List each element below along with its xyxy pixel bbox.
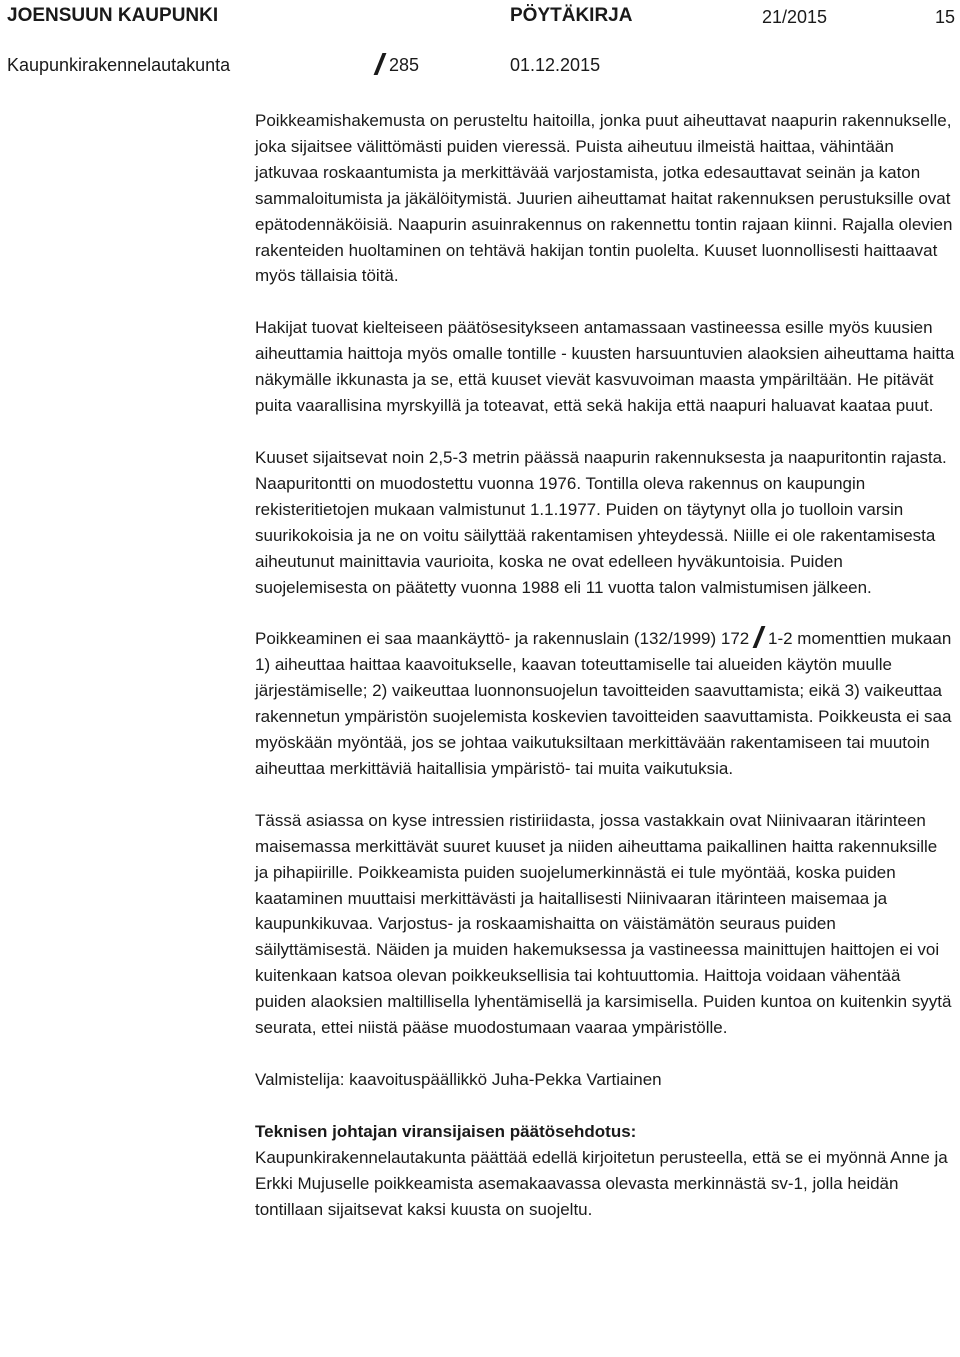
proposal-heading-text: Teknisen johtajan viransijaisen päätösehdotus: [255, 1121, 637, 1141]
paragraph-applicant-response: Hakijat tuovat kielteiseen päätösesitykseen antamassaan vastineessa esille myös kuusien aiheuttamia haittoja myös omalle tontille - kuusten harsuuntuvien alaoksien aiheuttama haitta näkymälle ikkunasta ja se, että kuuset vievät kasvuvoiman maasta ympäriltään. He pitävät puita vaarallisina myrskyillä ja toteavat, että sekä hakija että naapuri haluavat kaataa puut. [255, 318, 955, 416]
document-header [0, 0, 960, 80]
document-number: 21/2015 [762, 7, 828, 27]
board-name: Kaupunkirakennelautakunta [7, 55, 231, 75]
page-number: 15 [935, 7, 956, 27]
preparer-line: Valmistelija: kaavoituspäällikkö Juha-Pekka Vartiainen [255, 1070, 662, 1089]
paragraph-legal-basis [255, 626, 955, 781]
meeting-date: 01.12.2015 [510, 55, 601, 75]
paragraph-tree-location: Kuuset sijaitsevat noin 2,5-3 metrin päässä naapurin rakennuksesta ja naapuritontin rajasta. Naapuritontti on muodostettu vuonna 1976. Tontilla oleva rakennus on kaupungin rekisteritietojen mukaan valmistunut 1.1.1977. Puiden on täytynyt olla jo tuolloin varsin suurikokoisia ja ne on voitu säilyttää rakentamisen yhteydessä. Niille ei ole rakentamisesta aiheutunut mainittavia vaurioita, koska ne ovat edelleen hyväkuntoisia. Puiden suojelemisesta on päätetty vuonna 1988 eli 11 vuotta talon valmistumisen jälkeen. [255, 447, 947, 597]
section-number-value: 285 [389, 55, 420, 75]
section-sign-icon [754, 626, 764, 648]
section-sign-icon [375, 53, 385, 75]
legal-basis-text-start: Poikkeaminen ei saa maankäyttö- ja rakennuslain (132/1999) 172 [255, 629, 750, 649]
paragraph-assessment: Tässä asiassa on kyse intressien ristiriidasta, jossa vastakkain ovat Niinivaaran itärinteen maisemassa merkittävät suuret kuuset ja niiden aiheuttama paikallinen haitta rakennuksille ja pihapiirille. Poikkeamista puiden suojelumerkinnästä ei tule myöntää, koska puiden kaataminen muuttaisi merkittävästi ja haitallisesti Niinivaaran itärinteen maisemaa ja kaupunkikuvaa. Varjostus- ja roskaamishaitta on väistämätön seuraus puiden säilyttämisestä. Näiden ja muiden hakemuksessa ja vastineessa mainittujen haittojen ei voi kuitenkaan katsoa olevan poikkeuksellisia tai kohtuuttomia. Haittoja voidaan vähentää puiden alaoksien maltillisella lyhentämisellä ja karsimisella. Puiden kuntoa on kuitenkin syytä seurata, ettei niistä pääse muodostumaan vaaraa ympäristölle. [255, 810, 952, 1038]
proposal-text: Kaupunkirakennelautakunta päättää edellä kirjoitetun perusteella, että se ei myönnä Anne ja Erkki Mujuselle poikkeamista asemakaavassa olevasta merkinnästä sv-1, jolla heidän tontillaan sijaitsevat kaksi kuusta on suojeltu. [255, 1147, 948, 1219]
organization-name: JOENSUUN KAUPUNKI [7, 5, 219, 26]
document-type: PÖYTÄKIRJA [510, 5, 633, 26]
section-number [375, 53, 419, 77]
legal-basis-text-end: 1-2 momenttien mukaan 1) aiheuttaa haittaa kaavoitukselle, kaavan toteuttamiselle tai alueiden käytön muulle järjestämiselle; 2) vaikeuttaa luonnonsuojelun tavoitteiden saavuttamista; eikä 3) vaikeuttaa rakennetun ympäristön suojelemista koskevien tavoitteiden saavuttamista. Poikkeusta ei saa myöskään myöntää, jos se johtaa vaikutuksiltaan merkittävään rakentamiseen tai muutoin aiheuttaa merkittäviä haitallisia ympäristö- tai muita vaikutuksia. [255, 629, 952, 778]
document-body [255, 108, 955, 1249]
paragraph-application-grounds: Poikkeamishakemusta on perusteltu haitoilla, jonka puut aiheuttavat naapurin rakennukselle, joka sijaitsee välittömästi puiden vieressä. Puista aiheutuu ilmeistä haittaa, vähintään jatkuvaa roskaantumista ja merkittävää varjostamista, jotka edesauttavat seinän ja katon sammaloitumista ja jäkälöitymistä. Juurien aiheuttamat haitat rakennuksen perustuksille ovat epätodennäköisiä. Naapurin asuinrakennus on rakennettu tontin rajaan kiinni. Rajalla olevien rakenteiden huoltaminen on tehtävä hakijan tontin puolelta. Kuuset luonnollisesti haittaavat myös tällaisia töitä. [255, 111, 953, 286]
proposal-heading [255, 1119, 955, 1145]
